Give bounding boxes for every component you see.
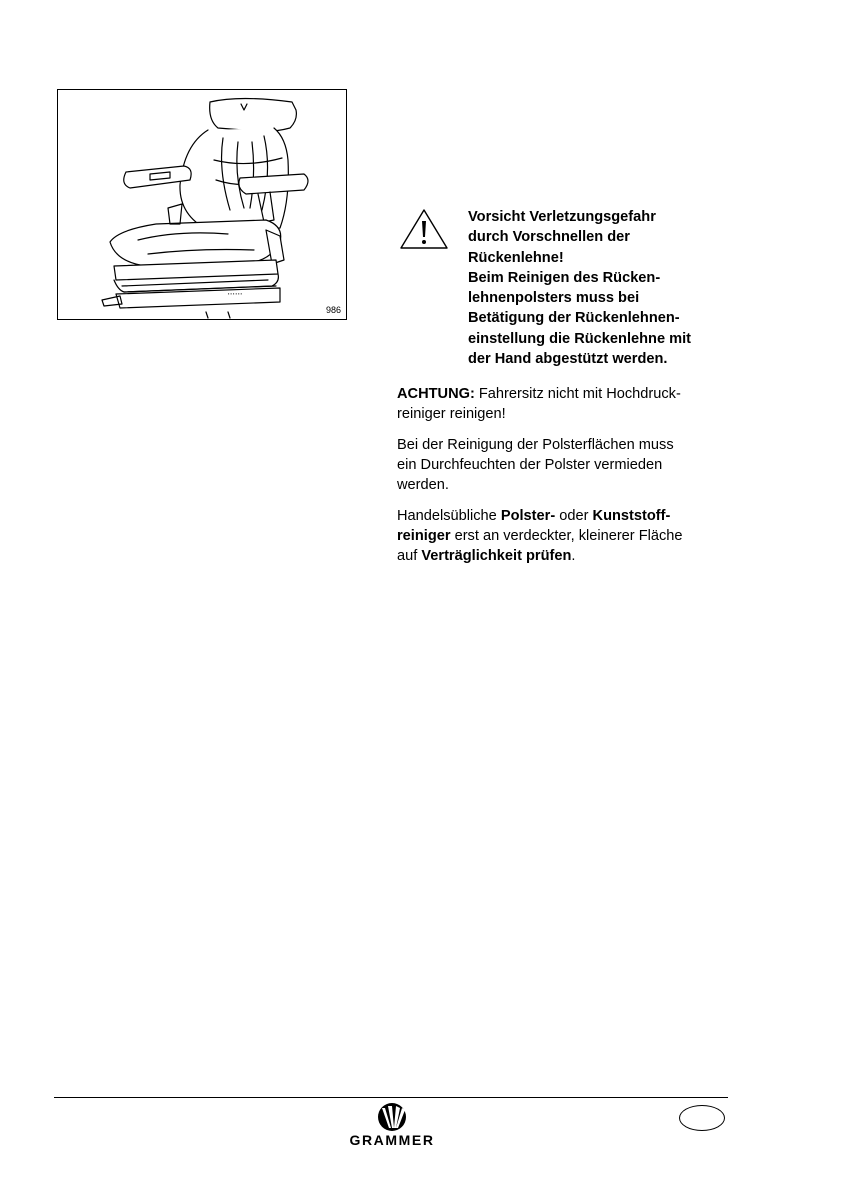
footer-rule <box>54 1097 728 1098</box>
seat-drawing <box>58 90 348 321</box>
cleaning-paragraph <box>397 435 722 496</box>
warning-text <box>468 207 730 369</box>
cleaners-emphasis: reiniger <box>397 528 451 545</box>
page-number-oval <box>679 1105 725 1131</box>
cleaners-text: erst an verdeckter, kleinerer Fläche <box>450 528 683 545</box>
warning-line: Betätigung der Rückenlehnen- <box>468 310 680 327</box>
footer-logo <box>344 1102 440 1154</box>
warning-line: der Hand abgestützt werden. <box>468 351 668 368</box>
cleaning-line: ein Durchfeuchten der Polster vermieden <box>397 457 663 474</box>
achtung-paragraph <box>397 384 722 424</box>
achtung-text-cont: reiniger reinigen! <box>397 406 506 423</box>
grammer-logo-icon <box>344 1102 440 1132</box>
figure-number: 986 <box>325 305 341 315</box>
warning-line: durch Vorschnellen der <box>468 229 630 246</box>
svg-text:▪ ▪ ▪ ▪ ▪ ▪: ▪ ▪ ▪ ▪ ▪ ▪ <box>228 291 243 296</box>
warning-line: lehnenpolsters muss bei <box>468 290 640 307</box>
warning-triangle-icon <box>398 207 450 251</box>
cleaners-paragraph <box>397 506 722 567</box>
warning-line: Beim Reinigen des Rücken- <box>468 269 661 286</box>
cleaners-emphasis: Polster- <box>500 508 556 524</box>
cleaners-text: oder <box>555 508 593 524</box>
cleaners-text: auf <box>397 548 422 565</box>
footer-brand: GRAMMER <box>349 1132 435 1148</box>
cleaning-line: Bei der Reinigung der Polsterflächen muss <box>397 437 674 453</box>
achtung-text: Fahrersitz nicht mit Hochdruck- <box>474 386 681 402</box>
seat-illustration <box>57 89 347 320</box>
warning-line: Rückenlehne! <box>468 249 564 266</box>
cleaners-emphasis: Verträglichkeit prüfen <box>421 548 572 565</box>
cleaners-emphasis: Kunststoff- <box>592 508 671 524</box>
achtung-label: ACHTUNG: <box>397 386 475 402</box>
cleaners-text: . <box>571 548 576 565</box>
warning-line: Vorsicht Verletzungsgefahr <box>468 209 656 225</box>
cleaning-line: werden. <box>397 477 449 494</box>
cleaners-text: Handelsübliche <box>397 508 501 524</box>
warning-line: einstellung die Rückenlehne mit <box>468 330 692 347</box>
